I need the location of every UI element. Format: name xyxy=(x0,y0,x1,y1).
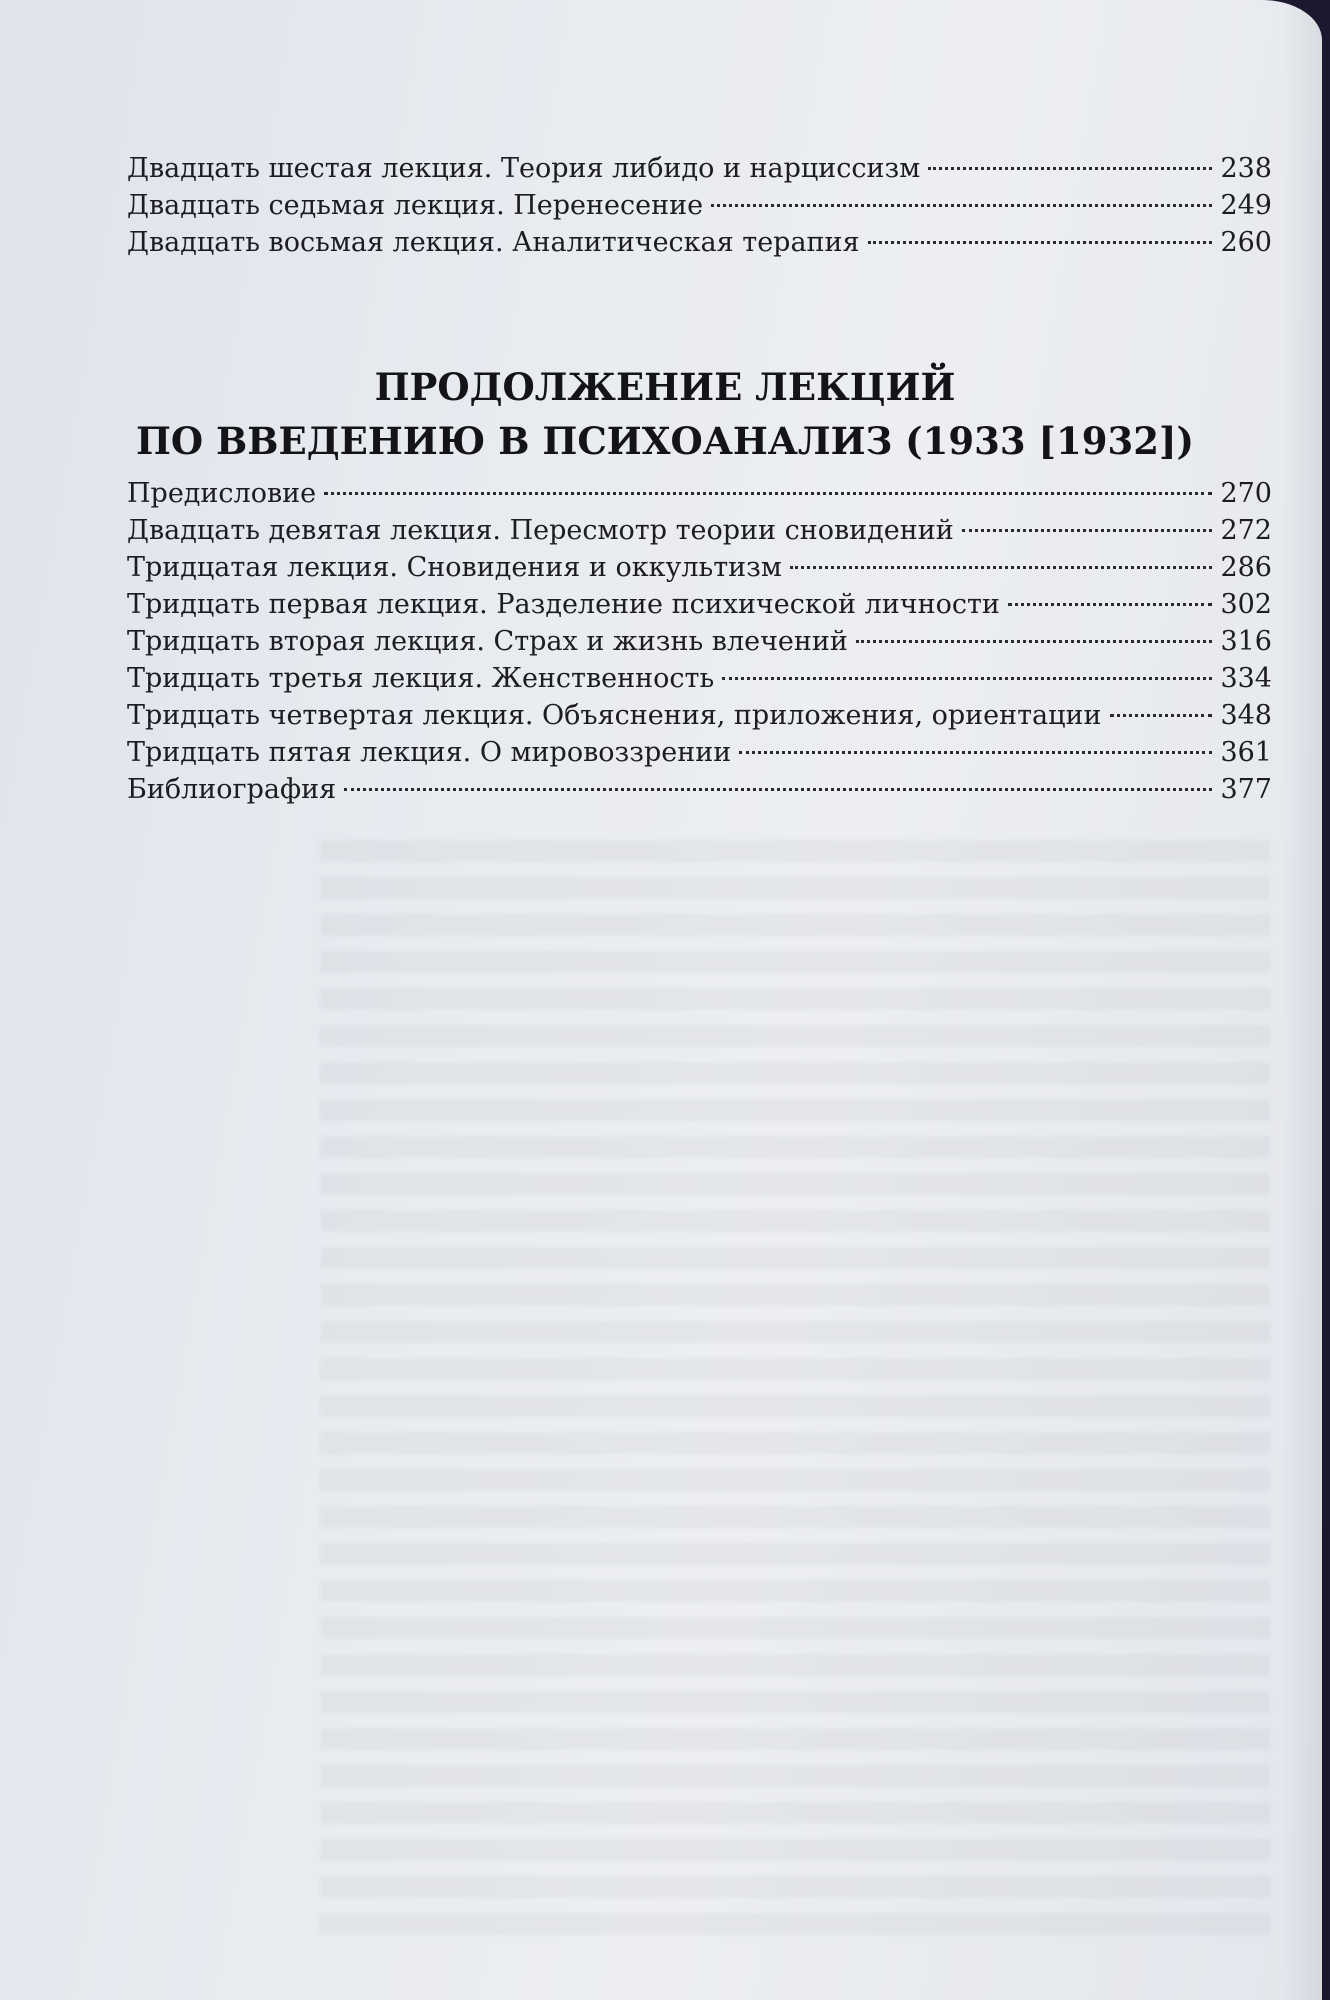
toc-entry-title: Двадцать девятая лекция. Пересмотр теории сновидений xyxy=(127,515,954,546)
toc-entry-page: 238 xyxy=(1220,153,1272,184)
toc-entry[interactable] xyxy=(127,771,1272,808)
toc-leader-dots xyxy=(962,529,1213,532)
toc-entry-page: 249 xyxy=(1220,190,1272,221)
toc-entry-title: Тридцать вторая лекция. Страх и жизнь влечений xyxy=(127,626,848,657)
toc-leader-dots xyxy=(1110,714,1213,717)
toc-entry[interactable] xyxy=(127,623,1272,660)
toc-entry-page: 348 xyxy=(1220,700,1272,731)
toc-entry-title: Двадцать седьмая лекция. Перенесение xyxy=(127,190,704,221)
toc-leader-dots xyxy=(324,492,1212,495)
toc-entry[interactable] xyxy=(127,586,1272,623)
section-heading-line-1: ПРОДОЛЖЕНИЕ ЛЕКЦИЙ xyxy=(374,365,956,409)
toc-section-b xyxy=(127,475,1272,808)
toc-entry-page: 361 xyxy=(1220,737,1272,768)
bleed-through-area xyxy=(320,840,1270,1940)
toc-leader-dots xyxy=(868,241,1213,244)
toc-entry-page: 334 xyxy=(1220,663,1272,694)
toc-entry-title: Тридцать четвертая лекция. Объяснения, приложения, ориентации xyxy=(127,700,1102,731)
toc-leader-dots xyxy=(344,788,1212,791)
toc-entry-page: 286 xyxy=(1220,552,1272,583)
toc-entry[interactable] xyxy=(127,549,1272,586)
toc-entry-page: 270 xyxy=(1220,478,1272,509)
toc-entry-title: Тридцать пятая лекция. О мировоззрении xyxy=(127,737,732,768)
toc-leader-dots xyxy=(928,167,1212,170)
section-heading-line-2: ПО ВВЕДЕНИЮ В ПСИХОАНАЛИЗ (1933 [1932]) xyxy=(135,419,1195,463)
toc-entry-title: Библиография xyxy=(127,774,337,805)
toc-section-a xyxy=(127,150,1272,261)
toc-entry-page: 260 xyxy=(1220,227,1272,258)
toc-entry-title: Тридцать третья лекция. Женственность xyxy=(127,663,715,694)
toc-leader-dots xyxy=(722,677,1212,680)
toc-leader-dots xyxy=(711,204,1212,207)
toc-entry-title: Тридцатая лекция. Сновидения и оккультизм xyxy=(127,552,782,583)
toc-entry-page: 272 xyxy=(1220,515,1272,546)
toc-entry[interactable] xyxy=(127,187,1272,224)
toc-entry-title: Предисловие xyxy=(127,478,317,509)
toc-entry[interactable] xyxy=(127,224,1272,261)
toc-entry-title: Тридцать первая лекция. Разделение психической личности xyxy=(127,589,1000,620)
toc-entry-title: Двадцать шестая лекция. Теория либидо и нарциссизм xyxy=(127,153,921,184)
toc-entry[interactable] xyxy=(127,150,1272,187)
toc-entry[interactable] xyxy=(127,660,1272,697)
toc-entry-page: 316 xyxy=(1220,626,1272,657)
toc-entry[interactable] xyxy=(127,697,1272,734)
toc-leader-dots xyxy=(856,640,1213,643)
toc-entry[interactable] xyxy=(127,734,1272,771)
page-edge-shadow xyxy=(1282,0,1322,2000)
toc-leader-dots xyxy=(739,751,1212,754)
toc-entry-page: 302 xyxy=(1220,589,1272,620)
toc-leader-dots xyxy=(790,566,1213,569)
toc-entry-page: 377 xyxy=(1220,774,1272,805)
toc-entry[interactable] xyxy=(127,512,1272,549)
toc-entry[interactable] xyxy=(127,475,1272,512)
toc-entry-title: Двадцать восьмая лекция. Аналитическая терапия xyxy=(127,227,860,258)
toc-leader-dots xyxy=(1008,603,1213,606)
